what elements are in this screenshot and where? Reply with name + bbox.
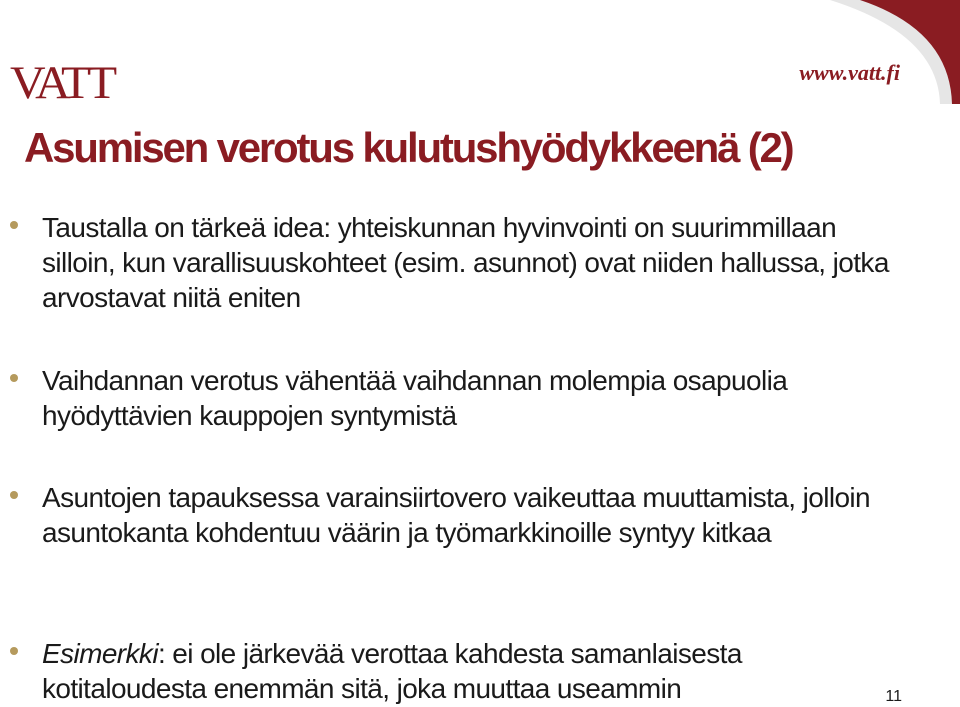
- bullet-text: Asuntojen tapauksessa varainsiirtovero vaikeuttaa muuttamista, jolloin asuntokanta kohdentuu väärin ja työmarkkinoille syntyy kitkaa: [42, 482, 871, 548]
- bullet-dot-icon: [10, 647, 18, 655]
- vatt-logo: VATT: [10, 57, 113, 109]
- bullet-dot-icon: [10, 221, 18, 229]
- bullet-dot-icon: [10, 491, 18, 499]
- example-text: : ei ole järkevää verottaa kahdesta samanlaisesta kotitaloudesta enemmän sitä, joka muuttaa useammin: [42, 638, 742, 704]
- site-url[interactable]: www.vatt.fi: [799, 60, 900, 85]
- slide-title: Asumisen verotus kulutushyödykkeenä (2): [24, 124, 793, 171]
- page-number: 11: [885, 688, 902, 705]
- bullet-text: Taustalla on tärkeä idea: yhteiskunnan hyvinvointi on suurimmillaan silloin, kun varallisuuskohteet (esim. asunnot) ovat niiden hallussa, jotka arvostavat niitä eniten: [42, 212, 889, 313]
- example-lead: Esimerkki: [42, 638, 158, 669]
- bullet-text: Vaihdannan verotus vähentää vaihdannan molempia osapuolia hyödyttävien kauppojen syntymistä: [42, 365, 788, 431]
- bullet-dot-icon: [10, 374, 18, 382]
- corner-decoration: [820, 0, 960, 104]
- bullet-text: [42, 636, 912, 706]
